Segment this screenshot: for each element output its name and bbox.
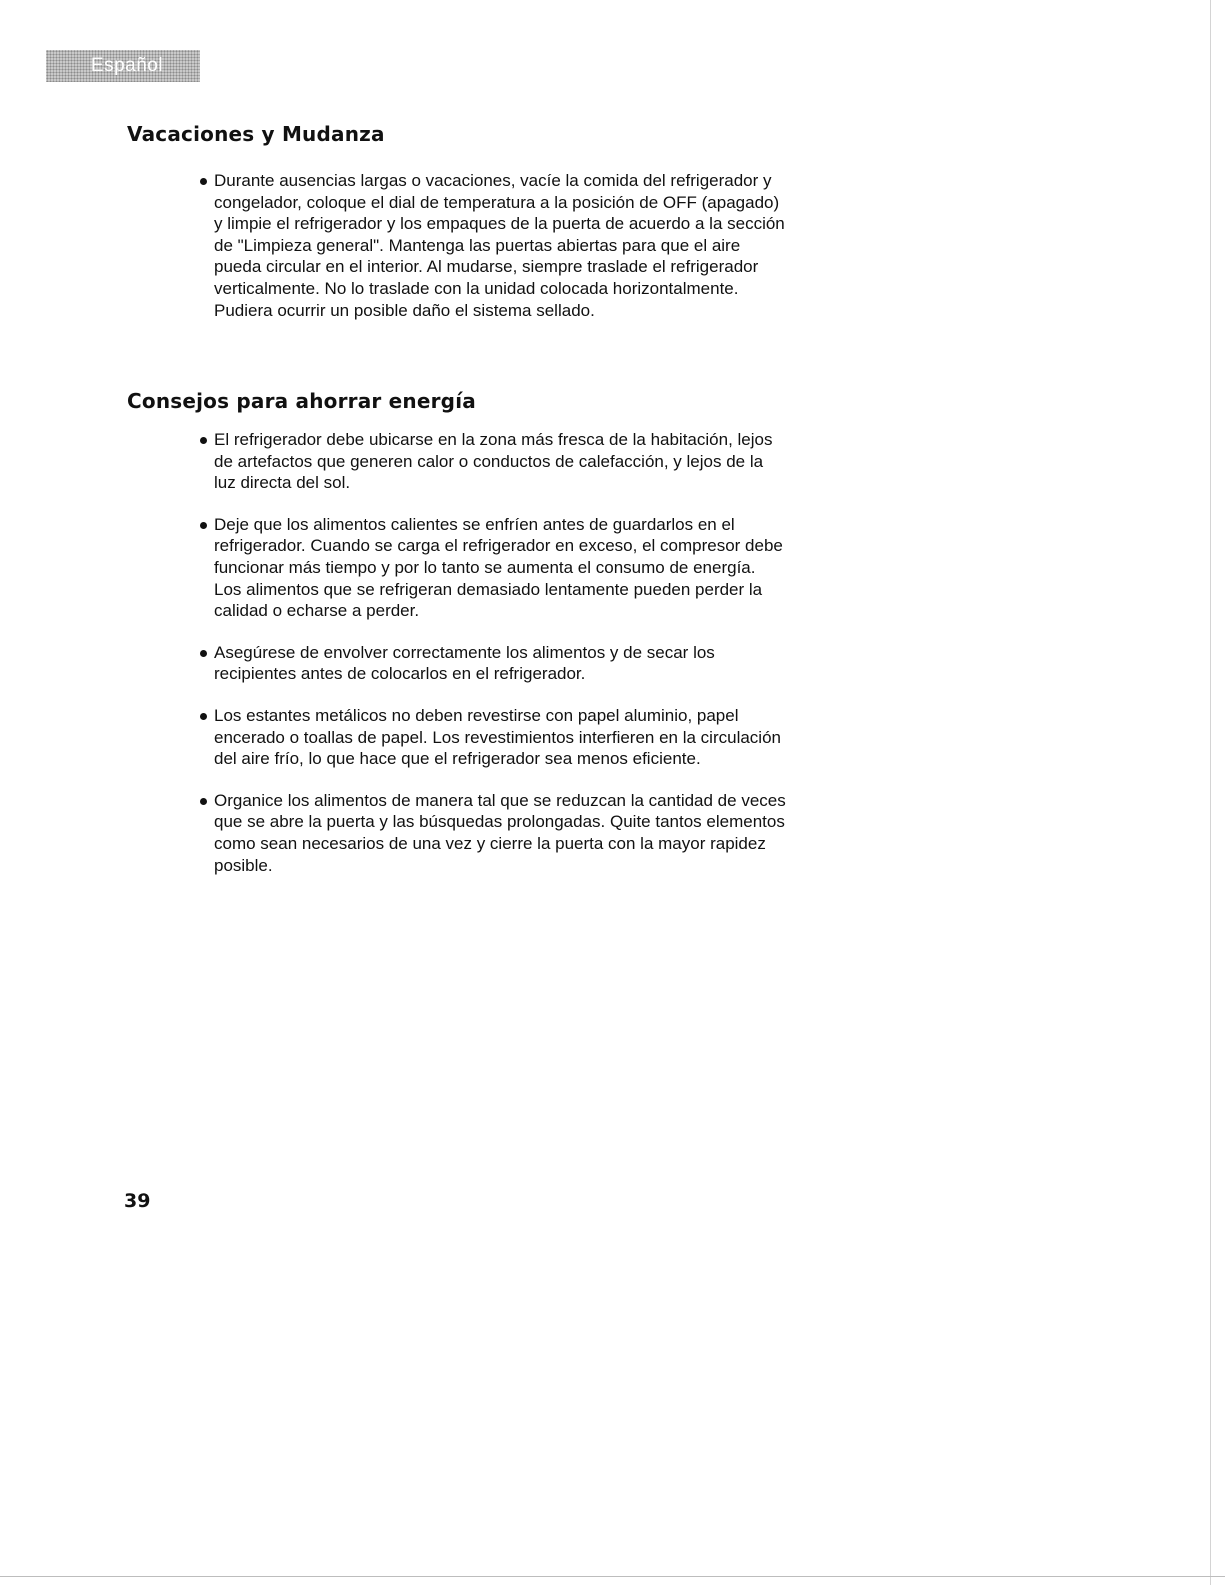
section-title: Consejos para ahorrar energía bbox=[127, 389, 476, 413]
bullet-item: Organice los alimentos de manera tal que se reduzcan la cantidad de veces que se abre la puerta y las búsquedas prolongadas. Quite tantos elementos como sean necesarios de una vez y cierre la puerta con la mayor rapidez posible. bbox=[200, 790, 787, 876]
language-tab-label: Español bbox=[90, 55, 164, 76]
scan-edge-line bbox=[1210, 0, 1211, 1585]
scan-bottom-line bbox=[0, 1576, 1225, 1577]
section-consejos-energia bbox=[127, 389, 787, 896]
language-tab bbox=[46, 50, 200, 82]
bullet-item: Deje que los alimentos calientes se enfríen antes de guardarlos en el refrigerador. Cuando se carga el refrigerador en exceso, el compresor debe funcionar más tiempo y por lo tanto se aumenta el consumo de energía. Los alimentos que se refrigeran demasiado lentamente pueden perder la calidad o echarse a perder. bbox=[200, 514, 787, 622]
bullet-item: Los estantes metálicos no deben revestirse con papel aluminio, papel encerado o toallas de papel. Los revestimientos interfieren en la circulación del aire frío, lo que hace que el refrigerador sea menos eficiente. bbox=[200, 705, 787, 770]
page-number: 39 bbox=[124, 1190, 151, 1212]
bullet-list bbox=[127, 170, 787, 321]
bullet-list bbox=[127, 429, 787, 876]
section-vacaciones-mudanza bbox=[127, 122, 787, 341]
section-title: Vacaciones y Mudanza bbox=[127, 122, 385, 146]
bullet-item: El refrigerador debe ubicarse en la zona más fresca de la habitación, lejos de artefactos que generen calor o conductos de calefacción, y lejos de la luz directa del sol. bbox=[200, 429, 787, 494]
bullet-item: Asegúrese de envolver correctamente los alimentos y de secar los recipientes antes de colocarlos en el refrigerador. bbox=[200, 642, 787, 685]
bullet-item: Durante ausencias largas o vacaciones, vacíe la comida del refrigerador y congelador, coloque el dial de temperatura a la posición de OFF (apagado) y limpie el refrigerador y los empaques de la puerta de acuerdo a la sección de "Limpieza general". Mantenga las puertas abiertas para que el aire pueda circular en el interior. Al mudarse, siempre traslade el refrigerador verticalmente. No lo traslade con la unidad colocada horizontalmente. Pudiera ocurrir un posible daño el sistema sellado. bbox=[200, 170, 787, 321]
